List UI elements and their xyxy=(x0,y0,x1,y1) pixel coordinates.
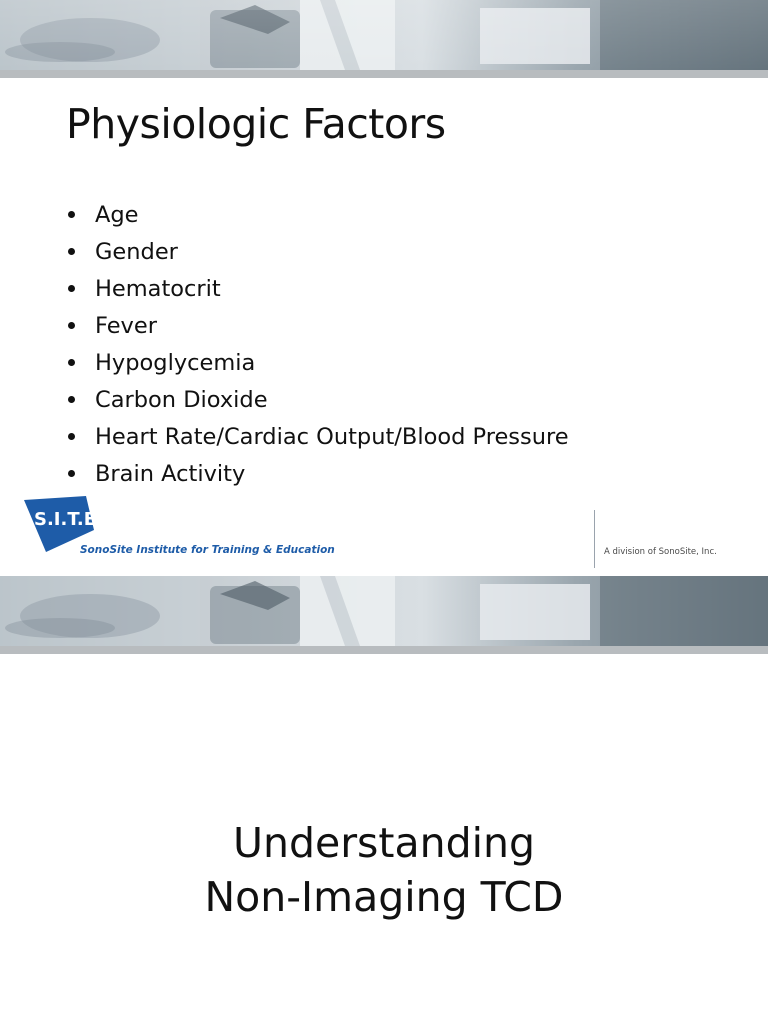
section-title xyxy=(0,816,768,924)
division-text: A division of SonoSite, Inc. xyxy=(604,547,717,557)
slide-footer xyxy=(0,490,768,576)
section-title-line-1: Understanding xyxy=(232,819,536,867)
bullet-dot-icon xyxy=(68,359,75,366)
logo-tagline: SonoSite Institute for Training & Education xyxy=(80,544,335,556)
bullet-item xyxy=(66,196,569,233)
section-title-line-2: Non-Imaging TCD xyxy=(204,873,564,921)
slide-understanding-tcd xyxy=(0,576,768,1024)
bullet-item xyxy=(66,307,569,344)
bullet-text: Fever xyxy=(95,312,157,339)
bullet-text: Hypoglycemia xyxy=(95,349,256,376)
bullet-text: Heart Rate/Cardiac Output/Blood Pressure xyxy=(95,423,569,450)
bullet-dot-icon xyxy=(68,211,75,218)
bullet-list xyxy=(66,196,569,492)
header-banner-image xyxy=(0,576,768,656)
bullet-item xyxy=(66,344,569,381)
bullet-item xyxy=(66,270,569,307)
bullet-text: Carbon Dioxide xyxy=(95,386,268,413)
bullet-dot-icon xyxy=(68,433,75,440)
bullet-text: Gender xyxy=(95,238,178,265)
bullet-dot-icon xyxy=(68,396,75,403)
bullet-text: Brain Activity xyxy=(95,460,246,487)
site-logo-text: S.I.T.E. xyxy=(34,509,103,530)
bullet-text: Hematocrit xyxy=(95,275,221,302)
bullet-item xyxy=(66,381,569,418)
header-banner-image xyxy=(0,0,768,80)
slide-title: Physiologic Factors xyxy=(66,100,446,148)
bullet-item xyxy=(66,233,569,270)
footer-divider xyxy=(594,510,595,568)
bullet-item xyxy=(66,455,569,492)
bullet-item xyxy=(66,418,569,455)
bullet-dot-icon xyxy=(68,285,75,292)
bullet-text: Age xyxy=(95,201,139,228)
bullet-dot-icon xyxy=(68,322,75,329)
bullet-dot-icon xyxy=(68,248,75,255)
bullet-dot-icon xyxy=(68,470,75,477)
